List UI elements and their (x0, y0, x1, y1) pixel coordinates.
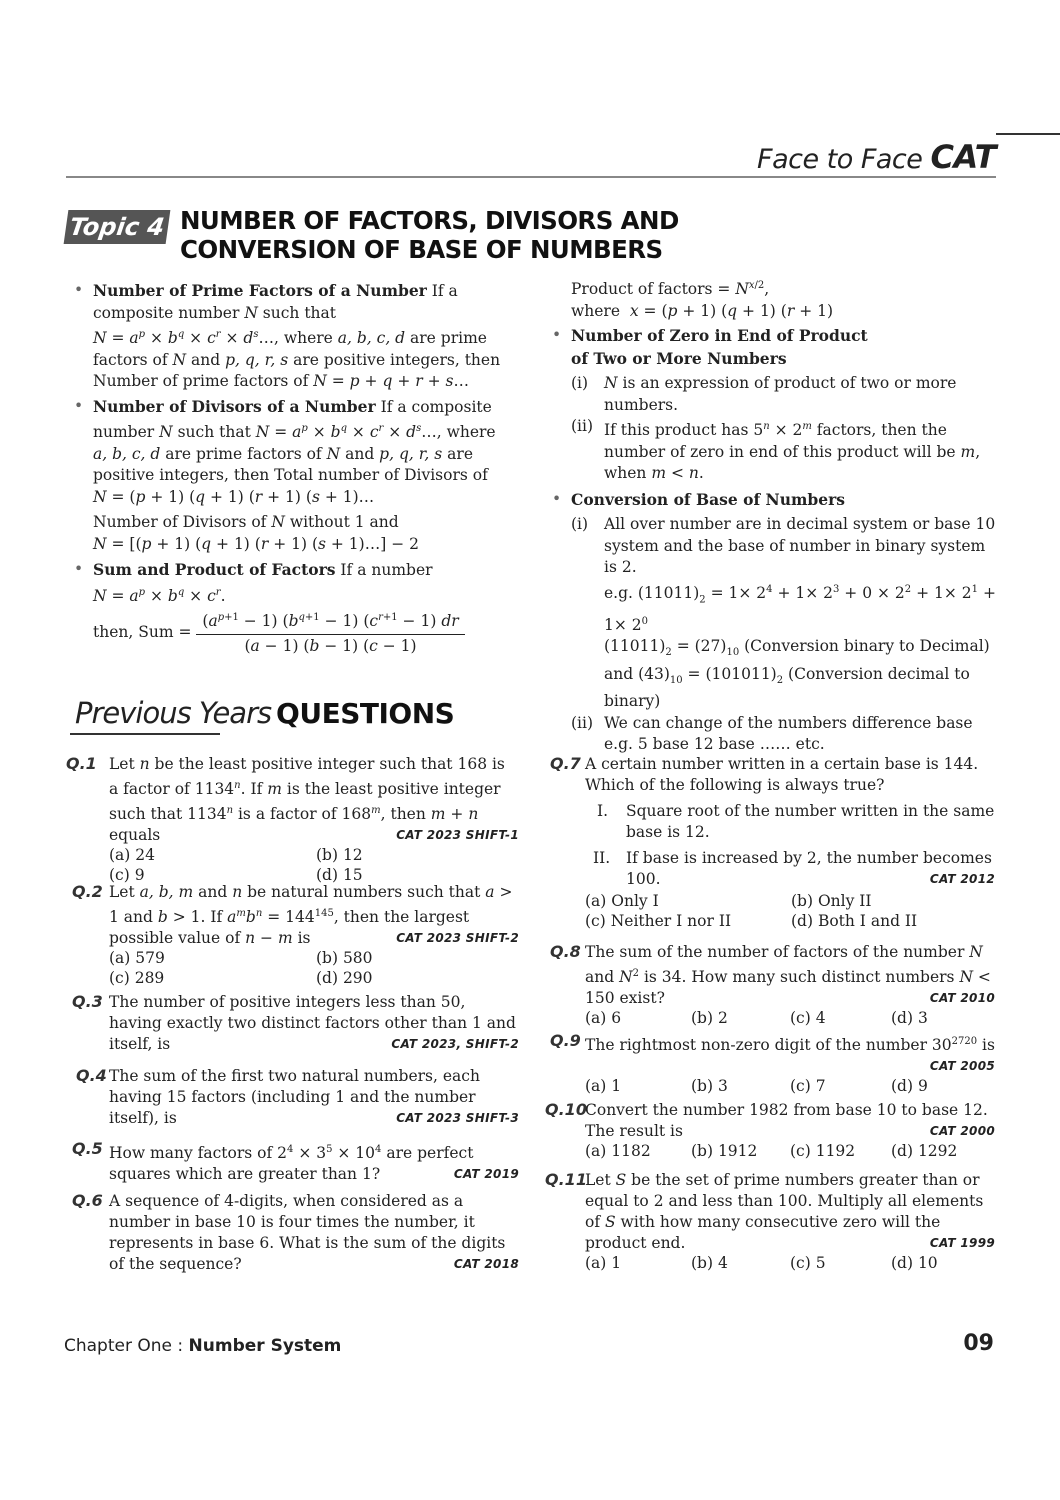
base-bullet (544, 489, 999, 512)
q9-option-c: (c) 7 (790, 1077, 826, 1096)
q7-option-c: (c) Neither I nor II (585, 911, 732, 930)
running-title: Face to Face (757, 144, 923, 175)
q1-option-c: (c) 9 (109, 865, 145, 884)
q7-option-b: (b) Only II (791, 892, 872, 910)
q7-tag: CAT 2012 (929, 872, 995, 886)
section-script: Previous Years (75, 696, 272, 730)
q5: How many factors of $2^4 \times 3^5 \times 10^4$ are perfect squares which are greater than 1? CAT 2019 (109, 1144, 519, 1184)
q2-option-d: (d) 290 (316, 968, 373, 987)
q4-number: Q.4 (76, 1066, 107, 1085)
q5-number: Q.5 (72, 1139, 103, 1158)
q8-option-a: (a) 6 (585, 1009, 622, 1028)
q3: The number of positive integers less than 50, having exactly two distinct factors other than 1 and itself, is CAT 2023, SHIFT-2 (109, 993, 519, 1053)
header-rule-right (996, 133, 1060, 135)
q11: Let S be the set of prime numbers greater than or equal to 2 and less than 100. Multiply all elements of S with how many consecutive zero will the product end. CAT 1999 (a) 1 (b) 4 (c) 5 (d) 10 (585, 1171, 995, 1272)
q11-option-c: (c) 5 (790, 1254, 826, 1272)
q2-options (109, 949, 519, 988)
q10-option-d: (d) 1292 (891, 1142, 958, 1160)
q10-option-c: (c) 1192 (790, 1142, 856, 1160)
zero-title-1: Number of Zero in End of Product (571, 326, 868, 346)
q8-tag: CAT 2010 (929, 991, 995, 1006)
topic-badge: Topic 4 (64, 210, 171, 244)
topic-title (180, 206, 679, 264)
base-title: Conversion of Base of Numbers (571, 489, 845, 509)
q7-option-a: (a) Only I (585, 892, 659, 910)
q8-number: Q.8 (550, 942, 581, 961)
prime-factors-title: Number of Prime Factors of a Number (93, 281, 427, 300)
prime-factors-bullet: • Number of Prime Factors of a Number If a composite number N such that $N = a^p \times b^q \times c^r$ × $d^s\dots$, where a, b, c, d are prime factors of N and p, q, r, s are positive integers, then Number of prime factors of N = p + q + r + s… (66, 280, 506, 393)
q6-tag: CAT 2018 (453, 1257, 519, 1271)
q7: A certain number written in a certain base is 144. Which of the following is always true? I. Square root of the number written in the same base is 12. II. If base is increased by 2, the number becomes 100. CAT 2012 (a) Only I (b) Only II (c) Neither I nor II (d) Both I and II (585, 755, 995, 930)
topic-title-line1: NUMBER OF FACTORS, DIVISORS AND (180, 206, 679, 235)
q8-option-c: (c) 4 (790, 1009, 826, 1028)
q1-option-d: (d) 15 (316, 865, 363, 884)
q11-tag: CAT 1999 (929, 1236, 995, 1250)
sum-product-title: Sum and Product of Factors (93, 560, 336, 580)
q10-option-b: (b) 1912 (691, 1142, 758, 1160)
theory-right-column (544, 275, 999, 756)
q5-tag: CAT 2019 (453, 1167, 519, 1182)
q1-tag: CAT 2023 SHIFT-1 (396, 828, 519, 843)
q10-options (585, 1142, 995, 1162)
q11-number: Q.11 (545, 1170, 587, 1189)
zero-bullet (544, 325, 999, 370)
section-underline (70, 733, 220, 735)
q4-tag: CAT 2023 SHIFT-3 (396, 1111, 519, 1125)
header-rule (66, 176, 996, 178)
q8: The sum of the number of factors of the number N and $N^2$ is 34. How many such distinct numbers N < 150 exist? CAT 2010 (a) 6 (b) 2 (c) 4 (d) 3 (585, 943, 995, 1028)
q2-option-b: (b) 580 (316, 949, 373, 968)
q8-option-d: (d) 3 (891, 1009, 928, 1028)
q9-number: Q.9 (550, 1031, 581, 1050)
base-points: (i) All over number are in decimal system or base 10 system and the base of number in binary system is 2. e.g. $(11011)_2 = 1\times 2^4 + 1\times 2^3 + 0 \times 2^2 + 1\times 2^1 + 1\times 2^0$ $(11011)_2 = (27)_{10}$ (Conversion binary to Decimal) and $(43)_{10} = (101011)_2$ (Conversion decimal to binary) (ii) We can change of the numbers difference base e.g. 5 base 12 base …… etc. (571, 515, 996, 754)
q6-number: Q.6 (72, 1191, 103, 1210)
q7-option-d: (d) Both I and II (791, 911, 918, 930)
q9-option-d: (d) 9 (891, 1077, 928, 1096)
q9-option-b: (b) 3 (691, 1077, 728, 1096)
q1-options (109, 846, 519, 885)
footer-chapter (64, 1336, 341, 1356)
divisors-title: Number of Divisors of a Number (93, 396, 376, 416)
q7-number: Q.7 (550, 754, 581, 773)
q1-option-a: (a) 24 (109, 846, 155, 865)
q10-number: Q.10 (545, 1100, 587, 1119)
section-bold: QUESTIONS (276, 697, 455, 730)
q9-option-a: (a) 1 (585, 1077, 622, 1096)
q9: The rightmost non-zero digit of the number $30^{2720}$ is CAT 2005 (a) 1 (b) 3 (c) 7 (d) 9 (585, 1036, 995, 1096)
q3-number: Q.3 (72, 992, 103, 1011)
q7-options (585, 892, 995, 931)
q9-options (585, 1077, 995, 1097)
page-number: 09 (963, 1331, 994, 1356)
q2: Let a, b, m and n be natural numbers such that a > 1 and b > 1. If $a^mb^n = 144^{145}$, then the largest possible value of n − m is CAT 2023 SHIFT-2 (a) 579 (b) 580 (c) 289 (d) 290 (109, 883, 519, 987)
q1: Let n be the least positive integer such that 168 is a factor of 1134$^n$. If m is the least positive integer such that 1134$^n$ is a factor of 168$^m$, then m + n equals CAT 2023 SHIFT-1 (a) 24 (b) 12 (c) 9 (d) 15 (109, 755, 519, 884)
product-of-factors: Product of factors = $N^{x/2}$, where x = (p + 1) (q + 1) (r + 1) (571, 280, 834, 320)
topic-title-line2: CONVERSION OF BASE OF NUMBERS (180, 235, 663, 264)
zero-title-2: of Two or More Numbers (571, 348, 787, 368)
q8-options (585, 1009, 995, 1029)
q11-options (585, 1254, 995, 1274)
q9-tag: CAT 2005 (929, 1059, 995, 1074)
q2-number: Q.2 (72, 882, 103, 901)
q1-number: Q.1 (66, 754, 97, 773)
running-header (757, 138, 996, 176)
q2-tag: CAT 2023 SHIFT-2 (396, 931, 519, 946)
q6: A sequence of 4-digits, when considered as a number in base 10 is four times the number, it represents in base 6. What is the sum of the digits of the sequence? CAT 2018 (109, 1192, 519, 1273)
q11-option-d: (d) 10 (891, 1254, 938, 1272)
q10-option-a: (a) 1182 (585, 1142, 651, 1160)
footer-chapter-prefix: Chapter One : (64, 1336, 189, 1356)
running-brand: CAT (930, 138, 996, 176)
q3-tag: CAT 2023, SHIFT-2 (391, 1037, 519, 1051)
divisors-bullet: • Number of Divisors of a Number If a composite number N such that $N = a^p \times b^q \times c^r$ × $d^s\dots$, where a, b, c, d are prime factors of N and p, q, r, s are positive integers, then Total number of Divisors of N = (p + 1) (q + 1) (r + 1) (s + 1)… (66, 396, 506, 509)
q10: Convert the number 1982 from base 10 to base 12. The result is CAT 2000 (a) 1182 (b) 1912 (c) 1192 (d) 1292 (585, 1101, 995, 1160)
footer-chapter-name: Number System (188, 1336, 342, 1356)
section-heading (75, 696, 454, 730)
sum-formula: $\frac{(a^{p+1} - 1) (b^{q+1} - 1) (c^{r+1} - 1) dr}{(a - 1) (b - 1) (c - 1)}$ (196, 607, 464, 657)
q2-option-c: (c) 289 (109, 968, 165, 987)
q8-option-b: (b) 2 (691, 1009, 728, 1028)
divisors-without-1: Number of Divisors of N without 1 and N = [(p + 1) (q + 1) (r + 1) (s + 1)…] − 2 (93, 513, 419, 553)
q11-option-a: (a) 1 (585, 1254, 622, 1272)
q1-option-b: (b) 12 (316, 846, 363, 865)
theory-left-column (66, 280, 506, 661)
sum-product-bullet: • Sum and Product of Factors If a number $N = a^p \times b^q \times c^r$. then, Sum = $\frac{(a^{p+1} - 1) (b^{q+1} - 1) (c^{r+1} - 1) dr}{(a - 1) (b - 1) (c - 1)}$ (66, 559, 506, 657)
q4: The sum of the first two natural numbers, each having 15 factors (including 1 and the number itself), is CAT 2023 SHIFT-3 (109, 1067, 519, 1127)
q10-tag: CAT 2000 (929, 1124, 995, 1138)
q2-option-a: (a) 579 (109, 949, 165, 968)
q11-option-b: (b) 4 (691, 1254, 728, 1272)
zero-points: (i) N is an expression of product of two or more numbers. (ii) If this product has $5^n \times 2^m$ factors, then the number of zero in end of this product will be m, when m < n. (571, 374, 981, 483)
